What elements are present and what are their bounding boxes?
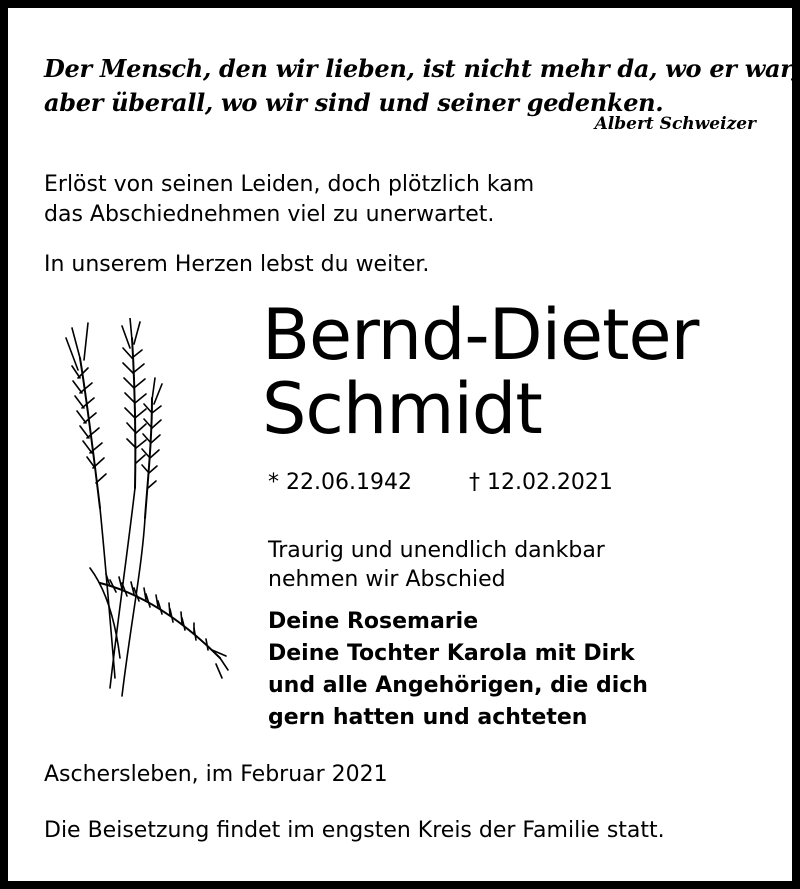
family-line-3: und alle Angehörigen, die dich	[268, 673, 648, 698]
quote-author: Albert Schweizer	[594, 114, 756, 134]
deceased-first-name: Bernd-Dieter	[262, 294, 699, 376]
intro-line-2: das Abschiednehmen viel zu unerwartet.	[44, 202, 495, 227]
deceased-last-name: Schmidt	[262, 368, 542, 450]
quote-line-2: aber überall, wo wir sind und seiner gedenken.	[44, 88, 664, 117]
funeral-note: Die Beisetzung findet im engsten Kreis der Familie statt.	[44, 818, 665, 843]
deceased-name	[262, 294, 699, 450]
quote	[44, 52, 799, 120]
intro-line-1: Erlöst von seinen Leiden, doch plötzlich kam	[44, 172, 535, 197]
mourning-line-2: nehmen wir Abschied	[268, 567, 506, 592]
family-line-2: Deine Tochter Karola mit Dirk	[268, 641, 635, 666]
death-date: † 12.02.2021	[468, 470, 613, 495]
wheat-ears-icon	[60, 318, 230, 698]
intro-text	[44, 170, 534, 230]
family-line-1: Deine Rosemarie	[268, 609, 479, 634]
family-signature	[268, 606, 648, 734]
intro-line-3: In unserem Herzen lebst du weiter.	[44, 252, 430, 277]
quote-line-1: Der Mensch, den wir lieben, ist nicht mehr da, wo er war,	[44, 54, 799, 83]
birth-date: * 22.06.1942	[268, 470, 412, 495]
family-line-4: gern hatten und achteten	[268, 705, 588, 730]
life-dates	[268, 470, 613, 495]
mourning-line-1: Traurig und unendlich dankbar	[268, 538, 605, 563]
place-and-date: Aschersleben, im Februar 2021	[44, 762, 388, 787]
mourning-text	[268, 536, 605, 594]
